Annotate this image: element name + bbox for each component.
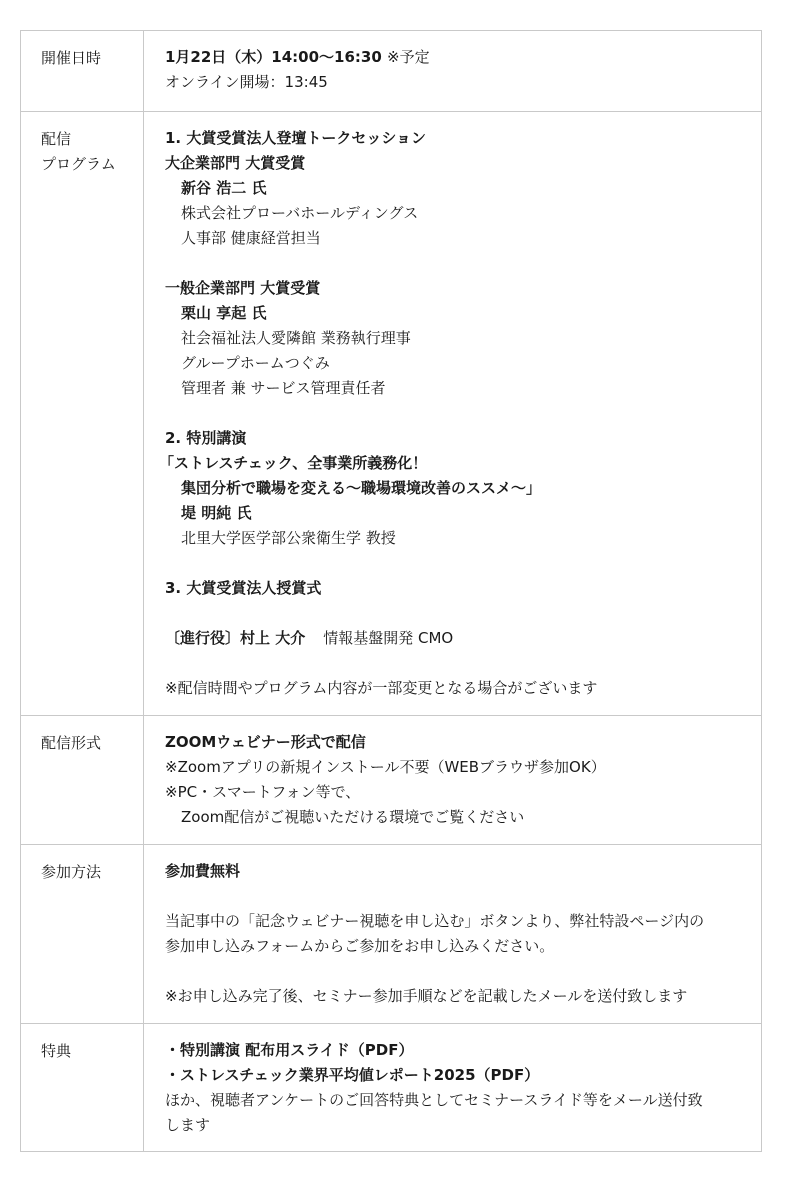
session2-speaker-org: 北里大学医学部公衆衛生学 教授 <box>181 529 396 547</box>
session2-subtitle-line2: 集団分析で職場を変える〜職場環境改善のススメ〜」 <box>181 479 542 497</box>
method-label: 参加方法 <box>21 845 144 1023</box>
spacer <box>165 884 749 909</box>
date-main: 1月22日（木）14:00〜16:30 <box>165 48 388 66</box>
event-info-table <box>20 30 762 1152</box>
format-note3: Zoom配信がご視聴いただける環境でご覧ください <box>181 808 525 826</box>
moderator-line <box>165 626 749 651</box>
program-label-line2: プログラム <box>41 155 116 173</box>
row-method <box>21 844 761 1023</box>
speaker2-role: 管理者 兼 サービス管理責任者 <box>181 379 386 397</box>
fee-text: 参加費無料 <box>165 862 241 880</box>
row-date <box>21 31 761 111</box>
spacer <box>165 651 749 676</box>
spacer <box>165 959 749 984</box>
speaker1-name: 新谷 浩二 氏 <box>181 179 267 197</box>
date-label: 開催日時 <box>21 31 144 111</box>
bonus-item2: ・ストレスチェック業界平均値レポート2025（PDF） <box>165 1066 540 1084</box>
bonus-item1: ・特別講演 配布用スライド（PDF） <box>165 1041 414 1059</box>
speaker1-org: 株式会社プローバホールディングス <box>181 204 419 222</box>
method-note: ※お申し込み完了後、セミナー参加手順などを記載したメールを送付致します <box>165 987 688 1005</box>
method-content <box>144 845 761 1023</box>
row-bonus <box>21 1023 761 1151</box>
row-program <box>21 111 761 715</box>
format-main: ZOOMウェビナー形式で配信 <box>165 733 366 751</box>
program-content <box>144 112 761 715</box>
session3-title: 3. 大賞受賞法人授賞式 <box>165 579 322 597</box>
session1-title: 1. 大賞受賞法人登壇トークセッション <box>165 129 427 147</box>
session2-subtitle-line1: 「ストレスチェック、全事業所義務化！ <box>159 454 428 472</box>
session1-category-large: 大企業部門 大賞受賞 <box>165 154 306 172</box>
speaker1-role: 人事部 健康経営担当 <box>181 229 321 247</box>
row-format <box>21 715 761 844</box>
session2-speaker-name: 堤 明純 氏 <box>181 504 252 522</box>
format-note1: ※Zoomアプリの新規インストール不要（WEBブラウザ参加OK） <box>165 758 606 776</box>
date-note: ※予定 <box>387 48 430 66</box>
moderator-role: 情報基盤開発 CMO <box>323 629 454 647</box>
spacer <box>165 601 749 626</box>
program-label-line1: 配信 <box>41 130 72 148</box>
format-content <box>144 716 761 844</box>
speaker2-org2: グループホームつぐみ <box>181 354 330 372</box>
format-label: 配信形式 <box>21 716 144 844</box>
program-note: ※配信時間やプログラム内容が一部変更となる場合がございます <box>165 679 598 697</box>
open-time: オンライン開場：13:45 <box>165 73 328 91</box>
method-desc-line2: 参加申し込みフォームからご参加をお申し込みください。 <box>165 937 555 955</box>
speaker2-name: 栗山 享起 氏 <box>181 304 267 322</box>
bonus-label: 特典 <box>21 1024 144 1151</box>
moderator-name: 〔進行役〕村上 大介 <box>165 629 306 647</box>
speaker2-org: 社会福祉法人愛隣館 業務執行理事 <box>181 329 411 347</box>
bonus-desc-line1: ほか、視聴者アンケートのご回答特典としてセミナースライド等をメール送付致 <box>165 1091 703 1109</box>
date-content <box>144 31 761 111</box>
format-note2: ※PC・スマートフォン等で、 <box>165 783 361 801</box>
bonus-content <box>144 1024 761 1151</box>
session1-category-general: 一般企業部門 大賞受賞 <box>165 279 321 297</box>
spacer <box>165 401 749 426</box>
spacer <box>165 551 749 576</box>
spacer <box>165 251 749 276</box>
bonus-desc-line2: します <box>165 1116 211 1134</box>
method-desc-line1: 当記事中の「記念ウェビナー視聴を申し込む」ボタンより、弊社特設ページ内の <box>165 912 705 930</box>
program-label <box>21 112 144 715</box>
session2-title: 2. 特別講演 <box>165 429 247 447</box>
